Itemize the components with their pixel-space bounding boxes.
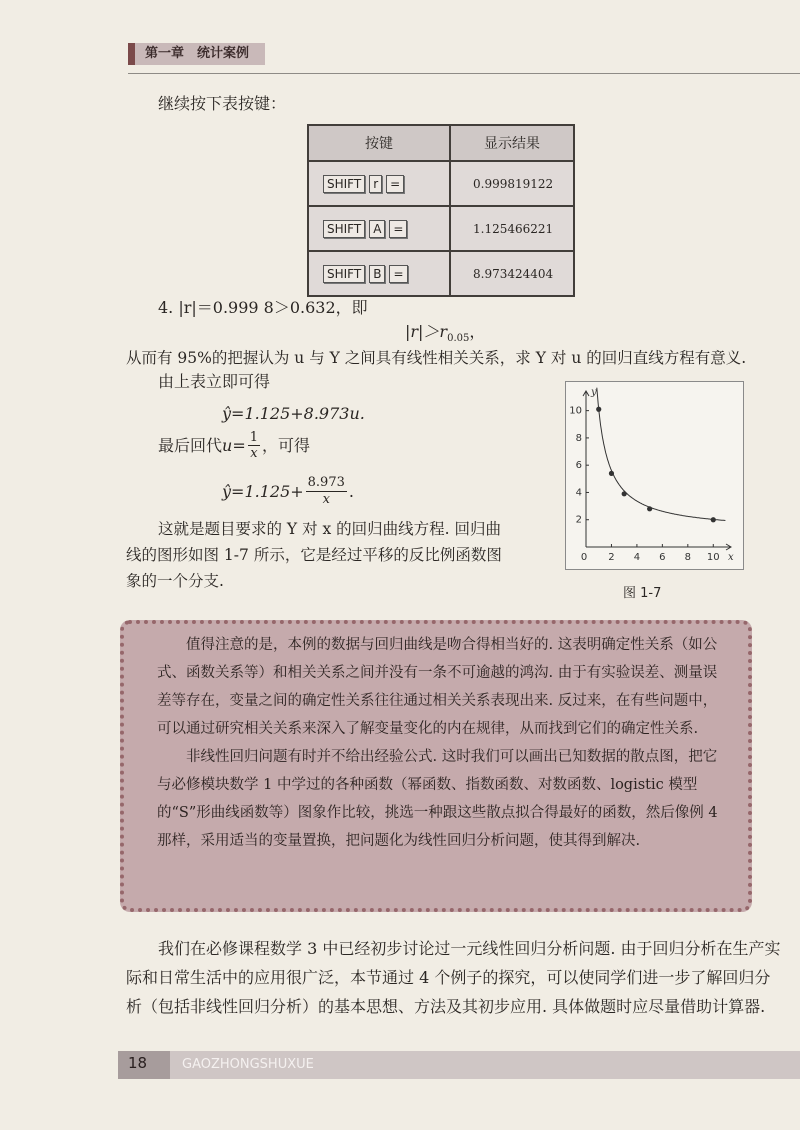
table-header-keys: 按键 (308, 125, 450, 161)
note-content (157, 631, 729, 855)
inequality-lhs: |r|＞r (405, 322, 448, 341)
b-key: B (369, 265, 385, 283)
curve-line-2: 线的图形如图 1-7 所示，它是经过平移的反比例函数图 (126, 546, 502, 564)
conclusion-text: 从而有 95%的把握认为 u 与 Y 之间具有线性相关关系，求 Y 对 u 的回归直线方程有意义. (126, 349, 747, 367)
equation-2-prefix: ŷ=1.125+ (222, 481, 304, 501)
x-tick-label: 4 (633, 552, 641, 563)
curve-line-3: 象的一个分支. (126, 572, 224, 590)
equation-2 (222, 475, 354, 508)
y-tick-label: 4 (575, 487, 582, 499)
shift-key: SHIFT (323, 220, 365, 238)
x-axis-label: x (728, 552, 734, 563)
equals-key: = (389, 265, 407, 283)
inequality-tail: ， (469, 322, 486, 341)
figure-caption: 图 1-7 (623, 586, 662, 601)
fraction-1-num: 1 (249, 430, 259, 445)
fraction-2-num: 8.973 (307, 475, 345, 490)
equals-key: = (389, 220, 407, 238)
curve-explanation (126, 516, 556, 594)
key-table (307, 124, 575, 297)
back-sub-suffix: ，可得 (262, 435, 311, 455)
x-tick-label: 10 (706, 552, 720, 563)
data-point (622, 491, 627, 496)
x-tick-label: 8 (684, 552, 692, 563)
table-header-result: 显示结果 (450, 125, 574, 161)
data-point (596, 407, 601, 412)
data-point (711, 517, 716, 522)
fraction-1-den: x (250, 446, 258, 461)
equals-key: = (386, 175, 404, 193)
regression-curve (597, 388, 726, 521)
figure-frame (565, 381, 744, 570)
chapter-header: 第一章 统计案例 (128, 43, 265, 65)
from-table-text: 由上表立即可得 (158, 372, 271, 391)
inequality-sub: 0.05 (447, 333, 470, 345)
note-paragraph-1: 值得注意的是，本例的数据与回归曲线是吻合得相当好的. 这表明确定性关系（如公式、函数关系等）和相关关系之间并没有一条不可逾越的鸿沟. 由于有实验误差、测量误差等存在，变量之间的确定性关系往往通过相关关系表现出来. 反过来，在有些问题中，可以通过研究相关关系来深入了解变量变化的内在规律，从而找到它们的确定性关系. (157, 637, 718, 737)
page-number: 18 (128, 1054, 148, 1072)
intro-text: 继续按下表按键： (158, 94, 287, 113)
y-tick-label: 6 (575, 460, 582, 472)
footer-brand: GAOZHONGSHUXUE (182, 1057, 314, 1072)
x-tick-label: 6 (659, 552, 666, 563)
r-key: r (369, 175, 382, 193)
y-tick-label: 10 (569, 405, 582, 417)
y-tick-label: 8 (575, 432, 582, 444)
shift-key: SHIFT (323, 265, 365, 283)
closing-paragraph: 我们在必修课程数学 3 中已经初步讨论过一元线性回归分析问题. 由于回归分析在生产实际和日常生活中的应用很广泛，本节通过 4 个例子的探究，可以使同学们进一步了解回归分析（包括非线性回归分析）的基本思想、方法及其初步应用. 具体做题时应尽量借助计算器. (126, 939, 781, 1016)
x-tick-label: 2 (608, 552, 615, 563)
shift-key: SHIFT (323, 175, 365, 193)
fraction-2 (306, 475, 347, 508)
result-value: 0.999819122 (450, 161, 574, 206)
x-tick-label: 0 (580, 552, 588, 563)
equation-2-end: . (348, 481, 354, 501)
y-axis-label: y (591, 387, 597, 398)
result-value: 8.973424404 (450, 251, 574, 296)
figure-1-7-chart (566, 382, 743, 569)
curve-line-1: 这就是题目要求的 Y 对 x 的回归曲线方程. 回归曲 (158, 520, 502, 538)
table-row (308, 161, 574, 206)
step4-text: 4. |r|＝0.999 8＞0.632，即 (158, 298, 368, 317)
data-point (647, 506, 652, 511)
header-rule (128, 73, 800, 74)
equation-1: ŷ=1.125+8.973u. (222, 404, 365, 423)
result-value: 1.125466221 (450, 206, 574, 251)
data-point (609, 471, 614, 476)
table-row (308, 251, 574, 296)
table-row (308, 206, 574, 251)
note-paragraph-2: 非线性回归问题有时并不给出经验公式. 这时我们可以画出已知数据的散点图，把它与必修模块数学 1 中学过的各种函数（幂函数、指数函数、对数函数、logistic 模型的“S”形曲线函数等）图象作比较，挑选一种跟这些散点拟合得最好的函数，然后像例 4 那样，采用适当的变量置换，把问题化为线性回归分析问题，使其得到解决. (157, 749, 718, 849)
a-key: A (369, 220, 385, 238)
back-sub-u: u= (222, 435, 246, 455)
y-tick-label: 2 (575, 514, 582, 526)
back-sub-prefix: 最后回代 (158, 435, 223, 455)
fraction-1 (248, 430, 260, 461)
fraction-2-den: x (322, 492, 330, 507)
back-substitution (158, 430, 310, 461)
